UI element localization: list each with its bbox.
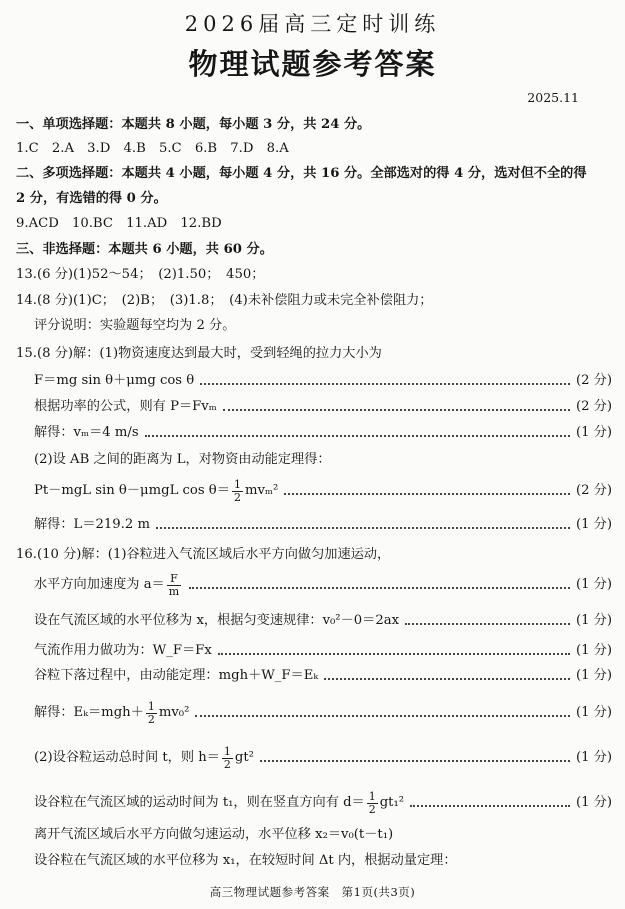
answer-text-after-fraction: mvₘ² bbox=[244, 483, 279, 498]
answer-text: 14.(8 分)(1)C； (2)B； (3)1.8； (4)未补偿阻力或未完全补偿阻力； bbox=[16, 293, 433, 308]
score-label: (2 分) bbox=[575, 399, 612, 414]
answer-line-q16i bbox=[34, 848, 612, 874]
answer-line-q15c bbox=[34, 420, 612, 446]
leader-dots bbox=[189, 585, 570, 589]
answer-text: (2)设 AB 之间的距离为 L，对物资由动能定理得： bbox=[34, 452, 331, 467]
answer-text-after-fraction: gt₁² bbox=[379, 795, 405, 810]
fraction bbox=[167, 573, 181, 598]
answer-line-q15d bbox=[34, 447, 612, 473]
fraction bbox=[367, 791, 378, 816]
leader-dots bbox=[405, 621, 570, 625]
answer-line-q15f bbox=[34, 512, 612, 538]
answer-line-s1 bbox=[16, 112, 612, 138]
answer-text-after-fraction: mv₀² bbox=[158, 705, 190, 720]
answer-text: Pt－mgL sin θ－μmgL cos θ＝ bbox=[34, 483, 230, 498]
answer-line-q15b bbox=[34, 394, 612, 420]
answer-line-q15a bbox=[34, 368, 612, 394]
answer-line-a1 bbox=[16, 136, 612, 162]
answer-text: 二、多项选择题：本题共 4 小题，每小题 4 分，共 16 分。全部选对的得 4 分，选对但不全的得 bbox=[16, 166, 587, 181]
fraction-numerator: 1 bbox=[233, 477, 241, 491]
answer-line-q15 bbox=[16, 341, 612, 367]
leader-dots bbox=[145, 433, 570, 437]
answer-line-q16f bbox=[34, 745, 612, 771]
answer-text: 设谷粒在气流区域的运动时间为 t₁，则在竖直方向有 d＝ bbox=[34, 795, 365, 810]
fraction-numerator: 1 bbox=[368, 789, 376, 803]
fraction-numerator: 1 bbox=[147, 699, 155, 713]
answer-line-s3 bbox=[16, 237, 612, 263]
answer-text: 解得：L＝219.2 m bbox=[34, 517, 150, 532]
leader-dots bbox=[223, 407, 570, 411]
answer-text-after-fraction: gt² bbox=[234, 750, 254, 765]
leader-dots bbox=[284, 491, 570, 495]
answer-text: 9.ACD 10.BC 11.AD 12.BD bbox=[16, 216, 222, 231]
fraction-denominator: 2 bbox=[368, 802, 376, 816]
answer-text: F＝mg sin θ＋μmg cos θ bbox=[34, 373, 195, 388]
fraction-denominator: m bbox=[168, 584, 180, 598]
answer-text: 一、单项选择题：本题共 8 小题，每小题 3 分，共 24 分。 bbox=[16, 117, 371, 132]
answer-line-q16h bbox=[34, 822, 612, 848]
score-label: (1 分) bbox=[575, 425, 612, 440]
answer-line-q16 bbox=[16, 542, 612, 568]
fraction bbox=[222, 746, 233, 771]
answer-text: 三、非选择题：本题共 6 小题，共 60 分。 bbox=[16, 242, 273, 257]
leader-dots bbox=[218, 651, 570, 655]
answer-line-q13 bbox=[16, 262, 612, 288]
leader-dots bbox=[410, 803, 570, 807]
score-label: (1 分) bbox=[575, 795, 612, 810]
score-label: (1 分) bbox=[575, 643, 612, 658]
answer-text: 设谷粒在气流区域的水平位移为 x₁，在较短时间 Δt 内，根据动量定理： bbox=[34, 853, 457, 868]
fraction bbox=[146, 701, 157, 726]
answer-line-s2 bbox=[16, 161, 612, 187]
answer-text: 谷粒下落过程中，由动能定理：mgh＋W_F＝Eₖ bbox=[34, 668, 319, 683]
answer-text: 离开气流区域后水平方向做匀速运动，水平位移 x₂＝v₀(t－t₁) bbox=[34, 827, 394, 842]
answer-line-q14n bbox=[34, 313, 612, 339]
answer-line-q16e bbox=[34, 700, 612, 726]
score-label: (1 分) bbox=[575, 750, 612, 765]
answer-line-q16g bbox=[34, 790, 612, 816]
fraction bbox=[232, 479, 243, 504]
score-label: (1 分) bbox=[575, 613, 612, 628]
answer-text: 13.(6 分)(1)52～54； (2)1.50； 450； bbox=[16, 267, 265, 282]
leader-dots bbox=[156, 525, 570, 529]
answer-text: 1.C 2.A 3.D 4.B 5.C 6.B 7.D 8.A bbox=[16, 141, 289, 156]
answer-line-q15e bbox=[34, 478, 612, 504]
answer-text: (2)设谷粒运动总时间 t，则 h＝ bbox=[34, 750, 220, 765]
fraction-numerator: F bbox=[167, 573, 181, 586]
answer-text: 设在气流区域的水平位移为 x，根据匀变速规律：v₀²－0＝2ax bbox=[34, 613, 400, 628]
answer-line-q16a bbox=[34, 572, 612, 598]
exam-date: 2025.11 bbox=[527, 90, 579, 105]
answer-text: 16.(10 分)解：(1)谷粒进入气流区域后水平方向做匀加速运动， bbox=[16, 547, 391, 562]
leader-dots bbox=[200, 381, 570, 385]
score-label: (1 分) bbox=[575, 668, 612, 683]
answer-text: 解得：vₘ＝4 m/s bbox=[34, 425, 139, 440]
answer-text: 水平方向加速度为 a＝ bbox=[34, 577, 165, 592]
answer-line-a2 bbox=[16, 211, 612, 237]
score-label: (2 分) bbox=[575, 483, 612, 498]
answer-line-s2b bbox=[16, 186, 612, 212]
answer-text: 解得：Eₖ＝mgh＋ bbox=[34, 705, 144, 720]
fraction-numerator: 1 bbox=[223, 744, 231, 758]
answer-text: 根据功率的公式，则有 P＝Fvₘ bbox=[34, 399, 217, 414]
leader-dots bbox=[324, 676, 570, 680]
answer-text: 15.(8 分)解：(1)物资速度达到最大时，受到轻绳的拉力大小为 bbox=[16, 346, 382, 361]
score-label: (1 分) bbox=[575, 577, 612, 592]
answer-text: 2 分，有选错的得 0 分。 bbox=[16, 191, 167, 206]
page-footer: 高三物理试题参考答案 第1页(共3页) bbox=[209, 885, 416, 899]
answer-line-q16b bbox=[34, 608, 612, 634]
answer-text: 评分说明：实验题每空均为 2 分。 bbox=[34, 318, 236, 333]
fraction-denominator: 2 bbox=[233, 490, 241, 504]
answer-text: 气流作用力做功为：W_F＝Fx bbox=[34, 643, 212, 658]
score-label: (1 分) bbox=[575, 705, 612, 720]
leader-dots bbox=[260, 758, 570, 762]
fraction-denominator: 2 bbox=[147, 712, 155, 726]
answer-line-q16d bbox=[34, 663, 612, 689]
score-label: (2 分) bbox=[575, 373, 612, 388]
fraction-denominator: 2 bbox=[223, 757, 231, 771]
answer-line-q14 bbox=[16, 288, 612, 314]
answer-line-q16c bbox=[34, 638, 612, 664]
score-label: (1 分) bbox=[575, 517, 612, 532]
exam-title: 2026届高三定时训练 bbox=[184, 12, 441, 36]
answer-key-title: 物理试题参考答案 bbox=[188, 47, 437, 81]
leader-dots bbox=[195, 713, 570, 717]
